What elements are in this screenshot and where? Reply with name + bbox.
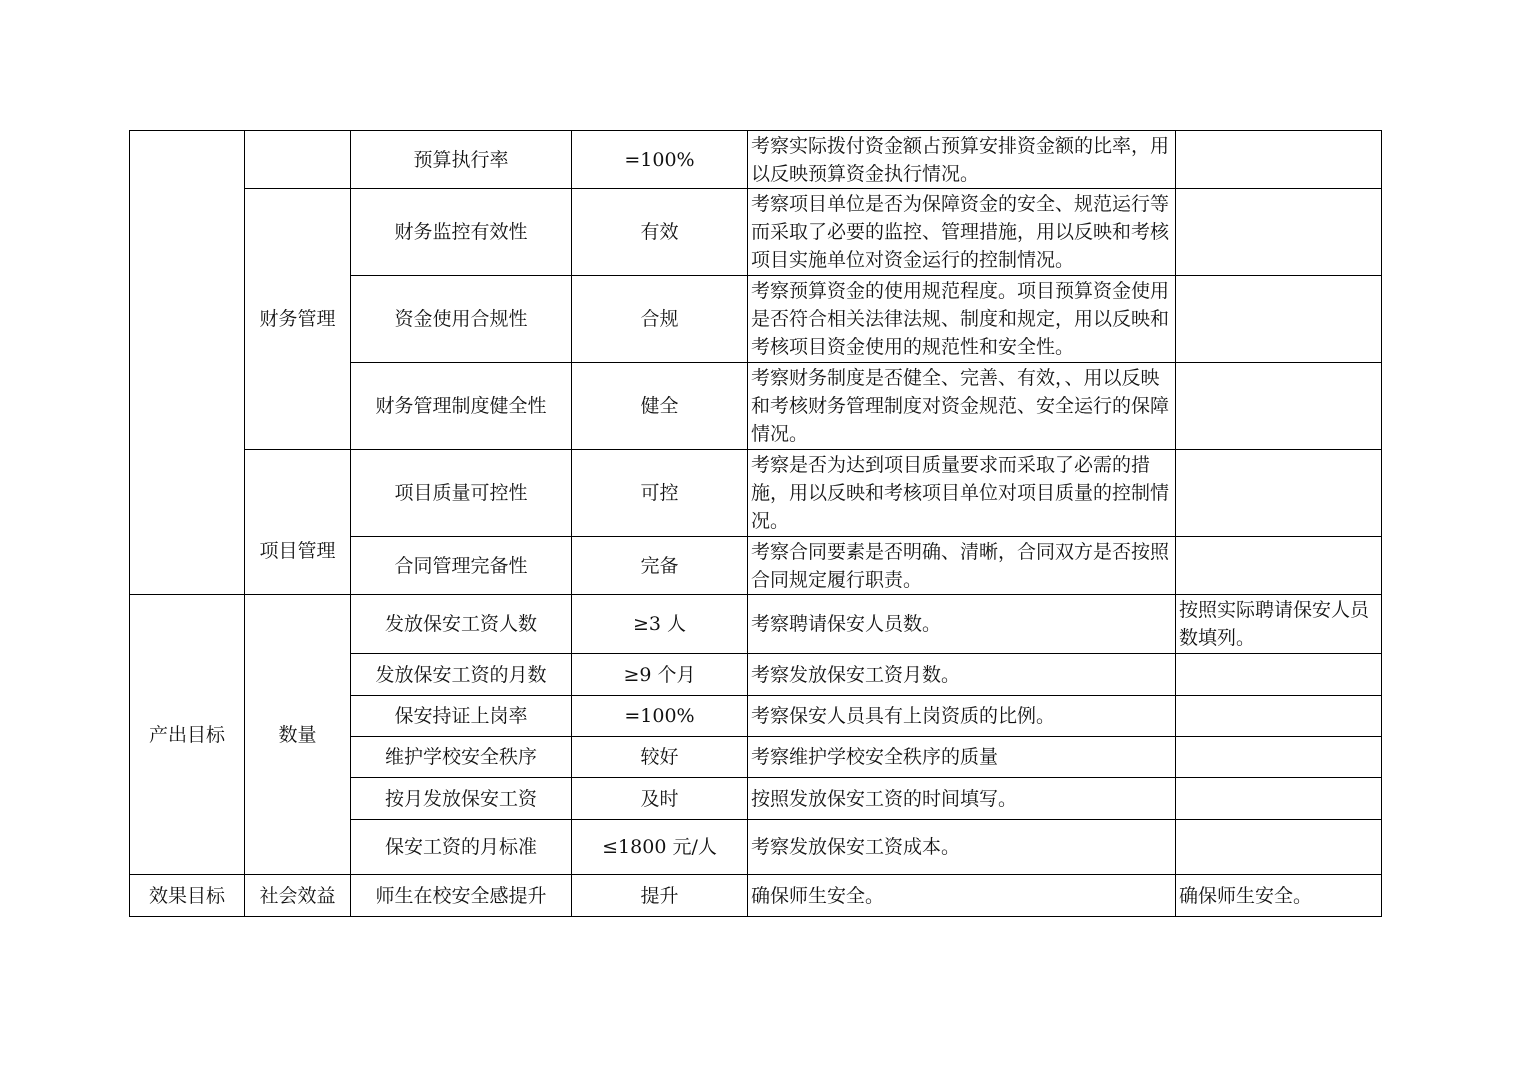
performance-indicator-table	[129, 130, 1382, 917]
indicator-cell: 预算执行率	[351, 131, 572, 189]
target-cell: ≥3 人	[572, 595, 748, 654]
note-cell: 按照实际聘请保安人员数填列。	[1176, 595, 1382, 654]
description-cell: 考察发放保安工资成本。	[748, 820, 1176, 875]
note-cell	[1176, 189, 1382, 276]
target-cell: 及时	[572, 778, 748, 820]
note-cell	[1176, 696, 1382, 737]
table-row	[130, 595, 1382, 654]
indicator-cell: 资金使用合规性	[351, 276, 572, 363]
indicator-cell: 财务监控有效性	[351, 189, 572, 276]
description-cell: 考察实际拨付资金额占预算安排资金额的比率，用以反映预算资金执行情况。	[748, 131, 1176, 189]
level2-cell: 数量	[245, 595, 351, 875]
description-cell: 考察合同要素是否明确、清晰，合同双方是否按照合同规定履行职责。	[748, 537, 1176, 595]
level1-cell	[130, 131, 245, 595]
level2-cell: 项目管理	[245, 450, 351, 595]
indicator-cell: 项目质量可控性	[351, 450, 572, 537]
target-cell: 提升	[572, 875, 748, 917]
target-cell: 可控	[572, 450, 748, 537]
description-cell: 确保师生安全。	[748, 875, 1176, 917]
indicator-cell: 保安持证上岗率	[351, 696, 572, 737]
indicator-cell: 按月发放保安工资	[351, 778, 572, 820]
target-cell: 较好	[572, 737, 748, 778]
indicator-cell: 发放保安工资人数	[351, 595, 572, 654]
description-cell: 考察预算资金的使用规范程度。项目预算资金使用是否符合相关法律法规、制度和规定，用以反映和考核项目资金使用的规范性和安全性。	[748, 276, 1176, 363]
note-cell	[1176, 276, 1382, 363]
indicator-cell: 保安工资的月标准	[351, 820, 572, 875]
target-cell: =100%	[572, 696, 748, 737]
note-cell	[1176, 654, 1382, 696]
target-cell: =100%	[572, 131, 748, 189]
description-cell: 按照发放保安工资的时间填写。	[748, 778, 1176, 820]
description-cell: 考察是否为达到项目质量要求而采取了必需的措施，用以反映和考核项目单位对项目质量的控制情况。	[748, 450, 1176, 537]
level1-cell: 产出目标	[130, 595, 245, 875]
table-row	[130, 875, 1382, 917]
table-row	[130, 189, 1382, 276]
note-cell	[1176, 737, 1382, 778]
description-cell: 考察发放保安工资月数。	[748, 654, 1176, 696]
note-cell	[1176, 537, 1382, 595]
target-cell: 完备	[572, 537, 748, 595]
level2-cell	[245, 131, 351, 189]
target-cell: ≤1800 元/人	[572, 820, 748, 875]
note-cell	[1176, 820, 1382, 875]
target-cell: 合规	[572, 276, 748, 363]
indicator-cell: 维护学校安全秩序	[351, 737, 572, 778]
description-cell: 考察维护学校安全秩序的质量	[748, 737, 1176, 778]
description-cell: 考察聘请保安人员数。	[748, 595, 1176, 654]
indicator-cell: 合同管理完备性	[351, 537, 572, 595]
note-cell: 确保师生安全。	[1176, 875, 1382, 917]
indicator-cell: 发放保安工资的月数	[351, 654, 572, 696]
table-row	[130, 450, 1382, 537]
level1-cell: 效果目标	[130, 875, 245, 917]
target-cell: 有效	[572, 189, 748, 276]
level2-cell: 社会效益	[245, 875, 351, 917]
note-cell	[1176, 363, 1382, 450]
note-cell	[1176, 778, 1382, 820]
level2-cell: 财务管理	[245, 189, 351, 450]
indicator-cell: 财务管理制度健全性	[351, 363, 572, 450]
target-cell: 健全	[572, 363, 748, 450]
target-cell: ≥9 个月	[572, 654, 748, 696]
indicator-cell: 师生在校安全感提升	[351, 875, 572, 917]
table-row	[130, 131, 1382, 189]
description-cell: 考察财务制度是否健全、完善、有效，、用以反映和考核财务管理制度对资金规范、安全运行的保障情况。	[748, 363, 1176, 450]
description-cell: 考察保安人员具有上岗资质的比例。	[748, 696, 1176, 737]
description-cell: 考察项目单位是否为保障资金的安全、规范运行等而采取了必要的监控、管理措施，用以反映和考核项目实施单位对资金运行的控制情况。	[748, 189, 1176, 276]
note-cell	[1176, 450, 1382, 537]
note-cell	[1176, 131, 1382, 189]
